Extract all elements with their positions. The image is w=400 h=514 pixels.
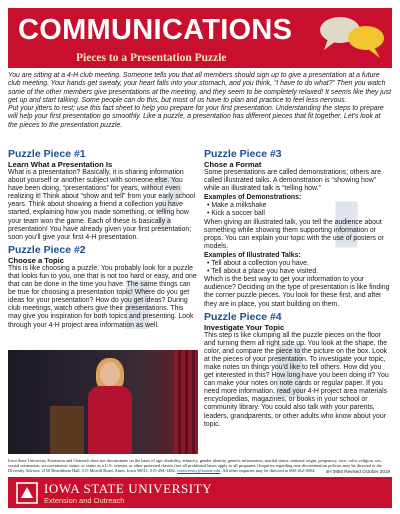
intro-paragraph: Put your jitters to rest; use this fact sheet to help you prepare for your first presentation. Understanding the steps to prepare will help your first presentation go smoothly. Like a puzzle, a presentation has different pieces that fit together. Let’s look at the pieces to the presentation puzzle.: [8, 105, 384, 129]
puzzle-piece-2-body: This is like choosing a puzzle. You probably look for a puzzle that looks fun to you, one that is not too hard or easy, and one that can be done in the time you have. The same things can be true for choosing a presentation topic! Where do you get ideas for your presentation? How do you get ideas? During club meetings, watch others give their presentations. This may give you inspiration for both topics and presenting. Look through your 4-H project area information as well.: [8, 264, 197, 329]
illustrated-talk-text: When giving an illustrated talk, you tell the audience about something while showing them supporting information or props. You can explain your topic with the use of posters or models.: [204, 218, 385, 250]
presenter-body: [88, 386, 132, 454]
speech-bubbles-icon: [316, 12, 386, 64]
page-title: COMMUNICATIONS: [18, 14, 293, 46]
puzzle-piece-2-heading: Puzzle Piece #2: [8, 243, 86, 256]
page-subtitle: Pieces to a Presentation Puzzle: [76, 52, 227, 64]
university-name: IOWA STATE UNIVERSITY: [44, 481, 213, 496]
extension-name: Extension and Outreach: [44, 496, 125, 505]
left-column: [8, 146, 198, 337]
puzzle-piece-4-body: This step is like clumping all the puzzle pieces on the floor and turning them all right side up. You look at the shape, the color, and compare the piece to the picture on the box. Look at the pieces of your presentation. To investigate your topic, make notes on things you’d like to tell others. How did you get interested in this? How long have you been doing it? You can make your notes on note cards or regular paper. If you need more information, read your 4-H project area materials encyclopedias, magazines, or books in your school or community library. You could also talk with your parents, leaders, grandparents, or other adults who know about your topic.: [204, 331, 389, 428]
puzzle-piece-3-subheading: Chose a Format: [204, 160, 262, 169]
presenter-photo: [8, 350, 198, 454]
illustrated-talks-label: Examples of Illustrated Talks:: [204, 251, 301, 259]
nondiscrimination-suffix: . All other inquiries may be directed to 800-262-3804.: [220, 468, 316, 474]
iowa-state-logo-icon: [16, 482, 38, 504]
puzzle-watermark: ▮: [270, 324, 309, 406]
stage-curtain: [174, 350, 198, 454]
puzzle-watermark: ▮: [120, 263, 156, 337]
right-column: [204, 146, 392, 430]
puzzle-piece-1-body: What is a presentation? Basically, it is sharing information about yourself or another subject with someone else. You have been doing, “presentations” for years, without even realizing it! Think about “show and tell” from your early school years. Think about showing a friend a collection you have started, explaining how you made something, or telling how your team won the game. Each of these is basically a presentation! You have already given your first presentation; soon you’ll give your first 4-H presentation.: [8, 169, 196, 241]
diversity-email-link[interactable]: extdiversity@iastate.edu: [176, 468, 221, 474]
demonstrations-label: Examples of Demonstrations:: [204, 194, 302, 202]
list-item: • Kick a soccer ball: [207, 210, 392, 218]
presenter-head: [100, 362, 120, 386]
nondiscrimination-text: Iowa State University Extension and Outreach does not discriminate on the basis of age, disability, ethnicity, gender identity, genetic information, marital status, national origin, pregnancy, race, color, religion, sex, sexual orientation, socioeconomic status, or status as a U.S. veteran, or other protected classes (not all prohibited bases apply to all programs.) Inquiries regarding non-discrimination policies may be directed to the Diversity Advisor, 2150 Beardshear Hall, 515 Morrill Road, Ames, Iowa 50011, 515-294-1482,: [8, 458, 382, 474]
document-number: 4H 0850 Revised October 2019: [325, 469, 390, 474]
format-conclusion-text: Which is the best way to get your information to your audience? Deciding on the type of presentation is like finding the corner puzzle pieces. You look for these first, and after they are in place, you start building on them.: [204, 276, 390, 308]
intro-paragraph: You are sitting at a 4-H club meeting. Someone tells you that all members should sign up to give a presentation at a future club meeting. Your hands get sweaty, your heart falls into your stomach, and you think, “I have to do what?” Then you watch some of the other members give presentations at the meeting, and they seem to be completely relaxed! It seems like they just get up and start talking. Some people can do this, but most of us have to plan and practice to feel less nervous.: [8, 72, 392, 104]
footer-logo-bar: [8, 477, 392, 508]
puzzle-piece-3-heading: Puzzle Piece #3: [204, 148, 282, 160]
puzzle-piece-4-heading: Puzzle Piece #4: [204, 310, 282, 323]
title-banner: [8, 8, 392, 68]
list-item: • Make a milkshake: [207, 202, 392, 210]
puzzle-piece-1-heading: Puzzle Piece #1: [8, 148, 86, 160]
list-item: • Tell about a collection you have.: [207, 260, 392, 268]
podium: [50, 406, 84, 454]
puzzle-watermark: ?: [146, 164, 187, 246]
demonstrations-list: [204, 202, 392, 218]
puzzle-piece-1-subheading: Learn What a Presentation Is: [8, 160, 113, 169]
puzzle-watermark: ▮: [330, 185, 364, 255]
puzzle-piece-3-body: Some presentations are called demonstrations; others are called illustrated talks. A demonstration is “showing how” while an illustrated talk is “telling how.”: [204, 169, 381, 193]
puzzle-piece-2-subheading: Choose a Topic: [8, 255, 64, 265]
puzzle-piece-4-subheading: Investigate Your Topic: [204, 322, 285, 332]
list-item: • Tell about a place you have visited.: [207, 268, 392, 276]
intro-text: [8, 72, 392, 130]
illustrated-talks-list: [204, 260, 392, 276]
